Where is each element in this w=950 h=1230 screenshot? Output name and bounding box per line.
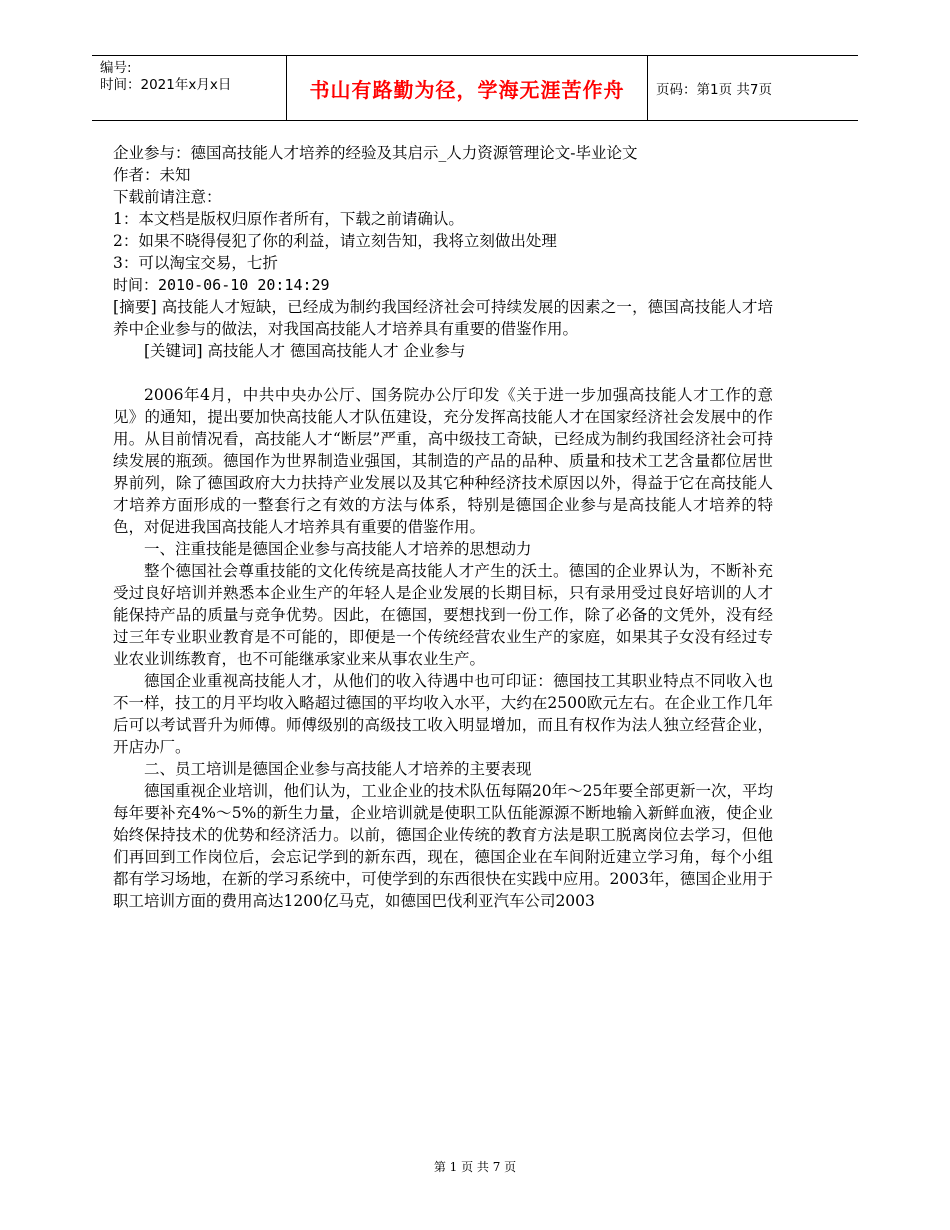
body-paragraph-4: 德国重视企业培训，他们认为，工业企业的技术队伍每隔20年～25年要全部更新一次，平均每年要补充4%～5%的新生力量，企业培训就是使职工队伍能源源不断地输入新鲜血液，使企业始终保持技术的优势和经济活力。以前，德国企业传统的教育方法是职工脱离岗位去学习，但他们再回到工作岗位后，会忘记学到的新东西，现在，德国企业在车间附近建立学习角，每个小组都有学习场地，在新的学习系统中，可使学到的东西很快在实践中应用。2003年，德国企业用于职工培训方面的费用高达1200亿马克，如德国巴伐利亚汽车公司2003: [113, 782, 773, 910]
header-time-label: 时间：2021年x月x日: [100, 77, 232, 93]
header-page-info-cell: [648, 56, 858, 120]
page-footer: 第 1 页 共 7 页: [433, 1160, 517, 1174]
document-time: 时间：2010-06-10 20:14:29: [113, 276, 330, 294]
header-page-info: 页码：第1页 共7页: [656, 82, 772, 98]
header-motto-cell: [286, 56, 648, 120]
body-paragraph-2: 整个德国社会尊重技能的文化传统是高技能人才产生的沃土。德国的企业界认为，不断补充受过良好培训并熟悉本企业生产的年轻人是企业发展的长期目标，只有录用受过良好培训的人才能保持产品的质量与竞争优势。因此，在德国，要想找到一份工作，除了必备的文凭外，没有经过三年专业职业教育是不可能的，即便是一个传统经营农业生产的家庭，如果其子女没有经过专业农业训练教育，也不可能继承家业来从事农业生产。: [113, 562, 773, 668]
body-paragraph-3: 德国企业重视高技能人才，从他们的收入待遇中也可印证：德国技工其职业特点不同收入也不一样，技工的月平均收入略超过德国的平均收入水平，大约在2500欧元左右。在企业工作几年后可以考试晋升为师傅。师傅级别的高级技工收入明显增加，而且有权作为法人独立经营企业，开店办厂。: [113, 672, 773, 756]
header-number-label: 编号:: [100, 60, 132, 76]
header-left-cell: [92, 56, 286, 120]
document-title: 企业参与：德国高技能人才培养的经验及其启示_人力资源管理论文-毕业论文: [113, 144, 638, 162]
download-notice-title: 下载前请注意：: [113, 188, 222, 206]
section-heading-2: 二、员工培训是德国企业参与高技能人才培养的主要表现: [144, 760, 532, 778]
download-notice-1: 1：本文档是版权归原作者所有，下载之前请确认。: [113, 210, 464, 228]
download-notice-3: 3：可以淘宝交易，七折: [113, 254, 278, 272]
document-body: [113, 142, 773, 912]
keywords-line: [关键词] 高技能人才 德国高技能人才 企业参与: [144, 342, 466, 360]
page-header-table: [92, 55, 858, 121]
body-paragraph-1: 2006年4月，中共中央办公厅、国务院办公厅印发《关于进一步加强高技能人才工作的意见》的通知，提出要加快高技能人才队伍建设，充分发挥高技能人才在国家经济社会发展中的作用。从目前情况看，高技能人才“断层”严重，高中级技工奇缺，已经成为制约我国经济社会可持续发展的瓶颈。德国作为世界制造业强国，其制造的产品的品种、质量和技术工艺含量都位居世界前列，除了德国政府大力扶持产业发展以及其它种种经济技术原因以外，得益于它在高技能人才培养方面形成的一整套行之有效的方法与体系，特别是德国企业参与是高技能人才培养的特色，对促进我国高技能人才培养具有重要的借鉴作用。: [113, 386, 773, 536]
spacer: [113, 362, 773, 384]
header-motto: 书山有路勤为径，学海无涯苦作舟: [309, 77, 625, 102]
document-author: 作者：未知: [113, 166, 191, 184]
abstract-paragraph: [摘要] 高技能人才短缺，已经成为制约我国经济社会可持续发展的因素之一，德国高技能人才培养中企业参与的做法，对我国高技能人才培养具有重要的借鉴作用。: [113, 298, 773, 338]
download-notice-2: 2：如果不晓得侵犯了你的利益，请立刻告知，我将立刻做出处理: [113, 232, 557, 250]
section-heading-1: 一、注重技能是德国企业参与高技能人才培养的思想动力: [144, 540, 532, 558]
